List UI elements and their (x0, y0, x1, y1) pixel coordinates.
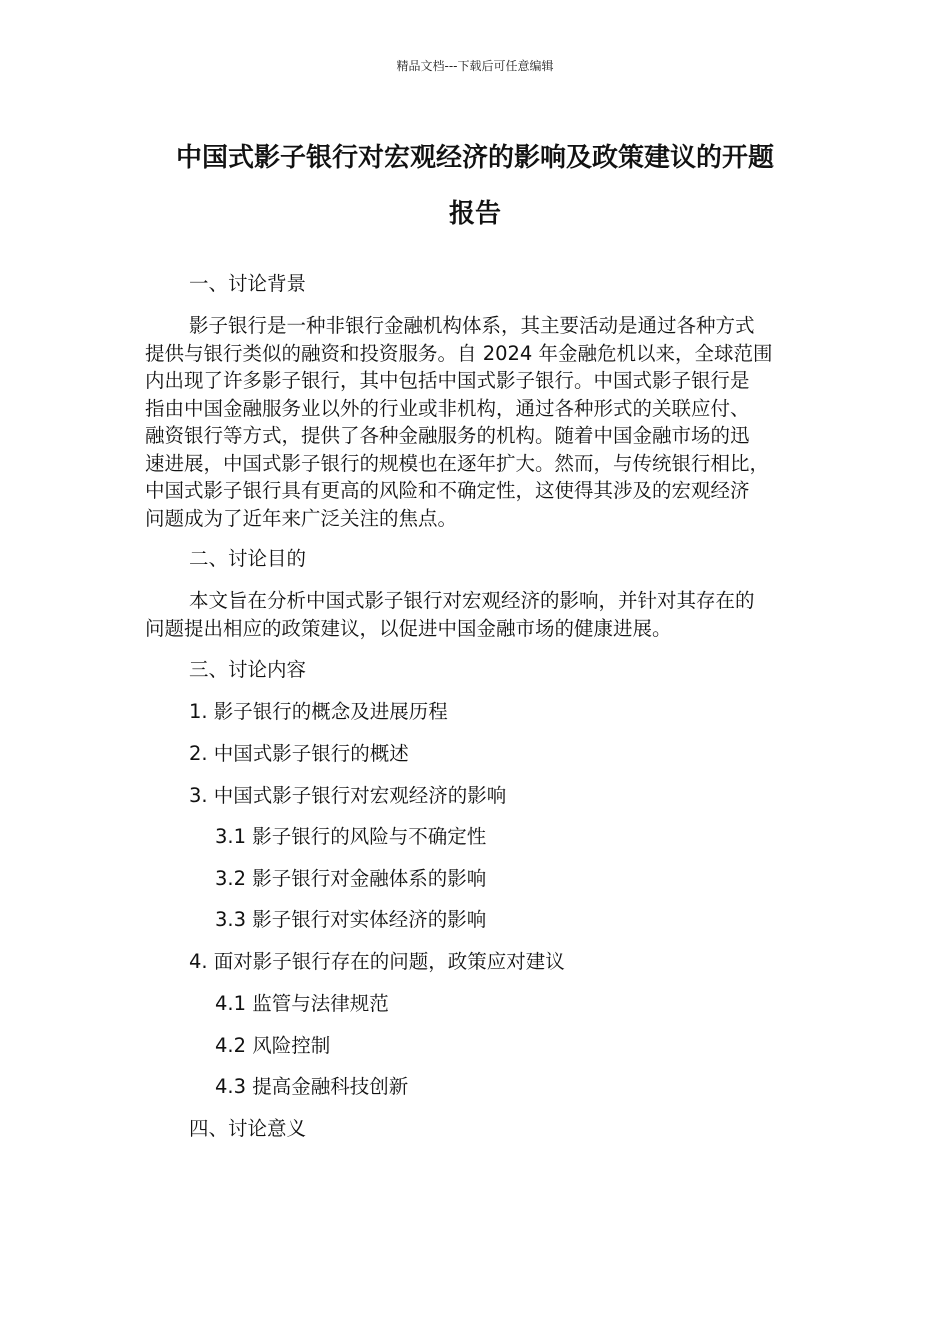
paragraph-line: 中国式影子银行具有更高的风险和不确定性，这使得其涉及的宏观经济 (145, 479, 750, 502)
list-subitem: 4.3 提高金融科技创新 (215, 1075, 409, 1098)
paragraph-line: 速进展，中国式影子银行的规模也在逐年扩大。然而，与传统银行相比， (145, 451, 770, 475)
list-item: 1. 影子银行的概念及进展历程 (189, 700, 448, 723)
list-subitem: 4.2 风险控制 (215, 1034, 331, 1057)
page-header-note: 精品文档---下载后可任意编辑 (396, 59, 554, 73)
list-item: 3. 中国式影子银行对宏观经济的影响 (189, 784, 507, 807)
paragraph-line: 提供与银行类似的融资和投资服务。自 2024 年金融危机以来，全球范围 (145, 341, 773, 365)
paragraph-line: 问题提出相应的政策建议，以促进中国金融市场的健康进展。 (145, 616, 672, 640)
section-heading-background: 一、讨论背景 (189, 272, 307, 295)
list-item: 2. 中国式影子银行的概述 (189, 742, 409, 765)
list-subitem: 3.3 影子银行对实体经济的影响 (215, 908, 487, 931)
list-subitem: 3.1 影子银行的风险与不确定性 (215, 825, 487, 848)
section-heading-purpose: 二、讨论目的 (189, 547, 307, 570)
section-heading-significance: 四、讨论意义 (189, 1117, 307, 1140)
list-subitem: 4.1 监管与法律规范 (215, 992, 389, 1015)
paragraph-line: 指由中国金融服务业以外的行业或非机构，通过各种形式的关联应付、 (145, 396, 750, 420)
title-line-1: 中国式影子银行对宏观经济的影响及政策建议的开题 (175, 143, 774, 173)
paragraph-line: 融资银行等方式，提供了各种金融服务的机构。随着中国金融市场的迅 (145, 424, 750, 447)
list-item: 4. 面对影子银行存在的问题，政策应对建议 (189, 950, 565, 973)
document-title (130, 130, 820, 242)
list-subitem: 3.2 影子银行对金融体系的影响 (215, 867, 487, 890)
paragraph-line: 影子银行是一种非银行金融机构体系，其主要活动是通过各种方式 (189, 314, 755, 337)
title-line-2: 报告 (448, 199, 501, 229)
section-heading-content: 三、讨论内容 (189, 658, 307, 681)
paragraph-line: 内出现了许多影子银行，其中包括中国式影子银行。中国式影子银行是 (145, 369, 750, 392)
paragraph-line: 本文旨在分析中国式影子银行对宏观经济的影响，并针对其存在的 (189, 589, 755, 612)
paragraph-line: 问题成为了近年来广泛关注的焦点。 (145, 506, 458, 530)
